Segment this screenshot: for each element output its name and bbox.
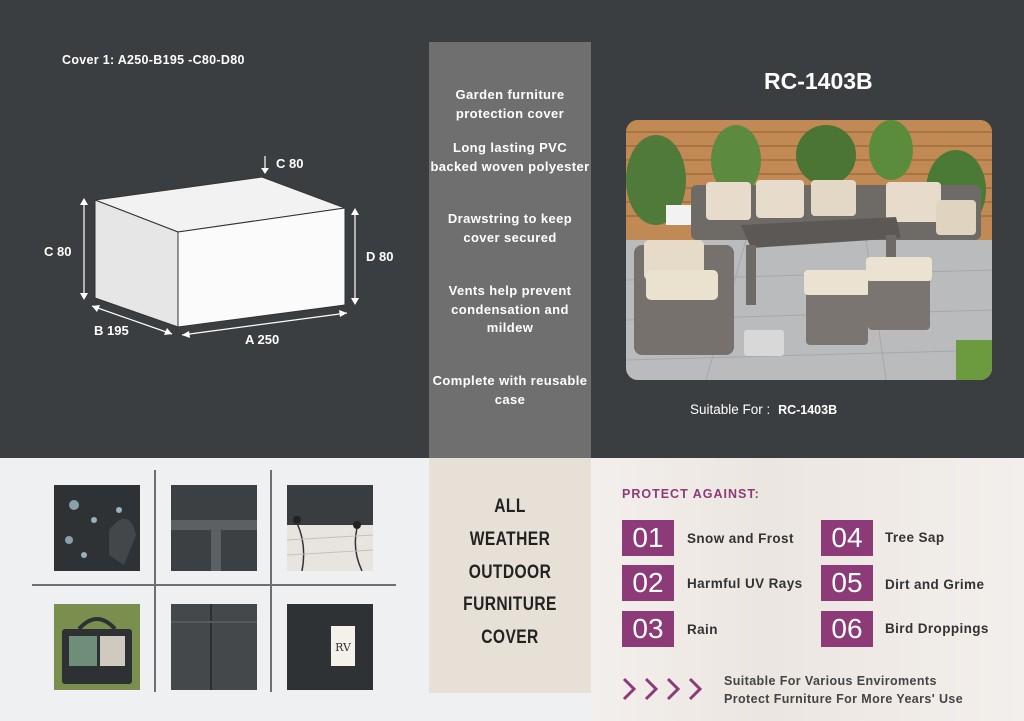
feature-1: Garden furniture protection cover [455,87,565,121]
protect-num-03: 03 [622,611,674,647]
weather-line-4: FURNITURE [463,594,557,615]
feature-4: Vents help prevent condensation and mildew [448,283,572,335]
grid-divider [270,470,272,692]
protect-label-06: Bird Droppings [885,621,989,636]
all-weather-card [429,458,591,693]
thumb-seam [171,604,257,690]
cover-title: Cover 1: A250-B195 -C80-D80 [62,53,245,67]
protect-title: PROTECT AGAINST: [622,487,760,501]
dim-d-right: D 80 [366,249,394,264]
dimension-diagram-panel [0,0,429,458]
logo-rv-text: RV [335,641,351,654]
weather-line-5: COVER [481,627,539,648]
grid-divider [32,584,396,586]
thumb-storage-bag [54,604,140,690]
feature-5: Complete with reusable case [432,373,588,407]
product-photo [626,120,992,380]
protect-label-01: Snow and Frost [687,531,794,546]
weather-line-1: ALL [494,496,526,517]
weather-line-2: WEATHER [469,529,551,550]
thumb-stitching [171,485,257,571]
chevron-arrows-icon [620,675,710,705]
protect-num-02: 02 [622,565,674,601]
model-title: RC-1403B [764,68,873,94]
protect-label-05: Dirt and Grime [885,577,985,592]
weather-line-3: OUTDOOR [468,562,552,583]
thumb-label [287,604,373,690]
thumb-waterproof [54,485,140,571]
protect-label-04: Tree Sap [885,530,945,545]
suitable-label: Suitable For : [690,402,771,417]
thumb-drawstring [287,485,373,571]
protect-label-02: Harmful UV Rays [687,576,803,591]
feature-2: Long lasting PVC backed woven polyester [430,140,590,174]
footer-line-2: Protect Furniture For More Years' Use [724,692,964,706]
dim-c-left: C 80 [44,244,72,259]
dim-b: B 195 [94,323,129,338]
suitable-value: RC-1403B [778,403,838,417]
dim-a: A 250 [245,332,280,347]
suitable-for [690,402,837,417]
protect-num-05: 05 [821,565,873,601]
features-column [429,42,591,458]
protect-label-03: Rain [687,622,718,637]
protect-footer [724,672,963,708]
protect-num-01: 01 [622,520,674,556]
grid-divider [154,470,156,692]
box-diagram [0,0,429,458]
footer-line-1: Suitable For Various Enviroments [724,674,937,688]
feature-3: Drawstring to keep cover secured [447,211,573,245]
protect-num-06: 06 [821,611,873,647]
dim-c-top: C 80 [276,156,304,171]
protect-num-04: 04 [821,520,873,556]
